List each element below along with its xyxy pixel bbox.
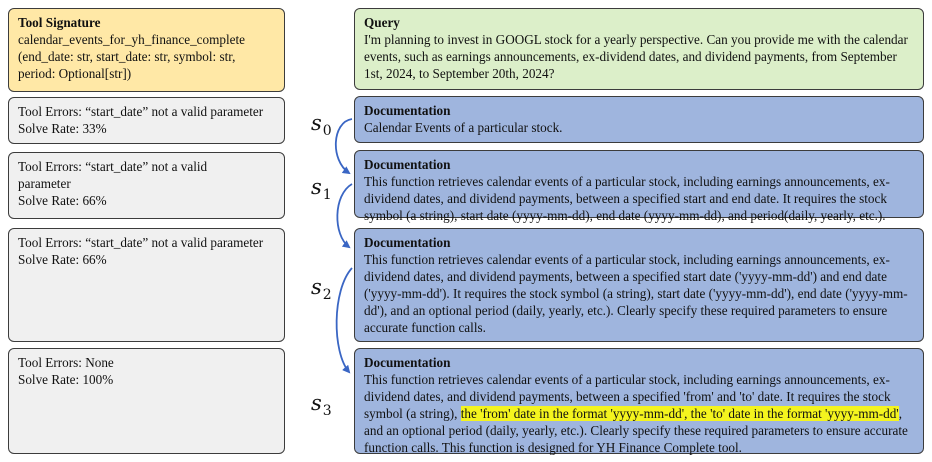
arrow-s0-to-s1 <box>336 119 352 173</box>
documentation-title: Documentation <box>364 157 451 172</box>
step-label-s0: $s_0$ <box>311 111 332 139</box>
documentation-title: Documentation <box>364 103 451 118</box>
step-label-s2: $s_2$ <box>311 275 332 303</box>
documentation-text-before: This function retrieves calendar events of a particular stock, including earnings announcements, ex-dividend dates, and dividend payments, between a specified 'from' and 'to' date. It requires the stock symbol (a string), <box>364 372 891 421</box>
documentation-text: This function retrieves calendar events of a particular stock, including earnings announcements, ex-dividend dates, and dividend payments, between a specified start and end date. It requires the stock symbol (a string), start date (yyyy-mm-dd), end date (yyyy-mm-dd), and period(daily, yearly, etc.). <box>364 174 890 223</box>
tool-signature-text: calendar_events_for_yh_finance_complete (end_date: str, start_date: str, symbol: str, period: Optional[str]) <box>18 32 246 81</box>
attempt-errors: Tool Errors: “start_date” not a valid parameter <box>18 104 264 119</box>
attempt-errors: Tool Errors: None <box>18 355 114 370</box>
attempt-solve-rate: Solve Rate: 66% <box>18 193 107 208</box>
step-label-s3: $s_3$ <box>311 391 332 419</box>
query-title: Query <box>364 15 400 30</box>
documentation-highlight: the 'from' date in the format 'yyyy-mm-dd', the 'to' date in the format 'yyyy-mm-dd' <box>460 406 899 421</box>
documentation-title: Documentation <box>364 235 451 250</box>
tool-signature-title: Tool Signature <box>18 15 101 30</box>
documentation-text: This function retrieves calendar events of a particular stock, including earnings announcements, ex-dividend dates, and dividend payments, between a specified start date ('yyyy-mm-dd') and end date ('yyyy-mm-dd'). It requires the stock symbol (a string), start date ('yyyy-mm-dd'), end date ('yyyy-mm-dd'), and an optional period (daily, yearly, etc.). Clearly specify these required parameters to ensure accurate function calls. <box>364 252 908 335</box>
attempt-errors: Tool Errors: “start_date” not a valid parameter <box>18 159 208 191</box>
attempt-solve-rate: Solve Rate: 66% <box>18 252 107 267</box>
documentation-text-after: , and an optional period (daily, yearly, etc.). Clearly specify these required parameters to ensure accurate function calls. This function is designed for YH Finance Complete tool. <box>364 406 908 455</box>
documentation-text: Calendar Events of a particular stock. <box>364 120 563 135</box>
step-label-s1: $s_1$ <box>311 175 332 203</box>
attempt-errors: Tool Errors: “start_date” not a valid parameter <box>18 235 264 250</box>
query-text: I'm planning to invest in GOOGL stock for a yearly perspective. Can you provide me with the calendar events, such as earnings announcements, ex-dividend dates, and dividend payments, from September 1st, 2024, to September 20th, 2024? <box>364 32 908 81</box>
attempt-solve-rate: Solve Rate: 100% <box>18 372 114 387</box>
arrow-s1-to-s2 <box>337 184 352 247</box>
attempt-solve-rate: Solve Rate: 33% <box>18 121 107 136</box>
arrow-s2-to-s3 <box>337 268 352 372</box>
documentation-title: Documentation <box>364 355 451 370</box>
